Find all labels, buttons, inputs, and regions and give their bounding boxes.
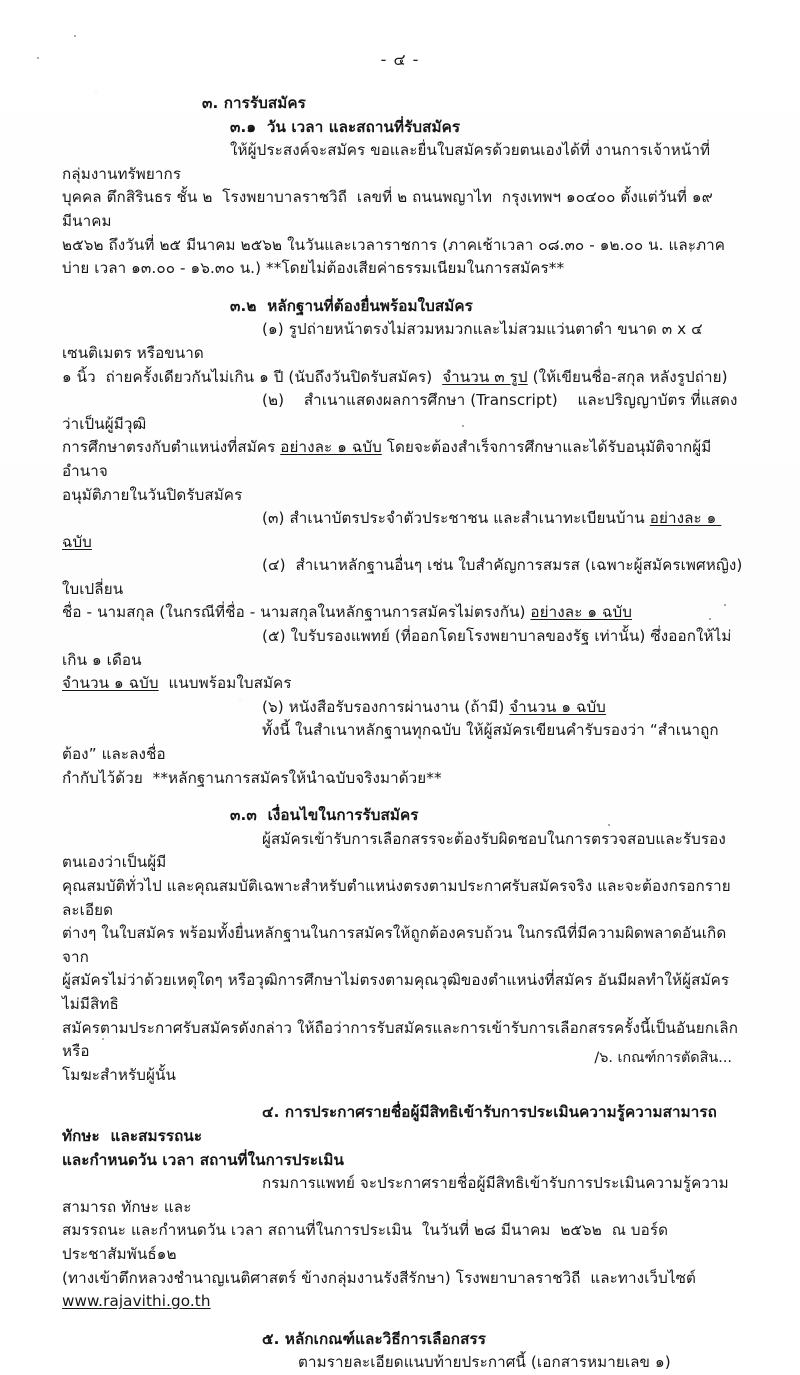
subsection-heading-section-3-3: ๓.๓ เงื่อนไขในการรับสมัคร (230, 806, 419, 825)
paragraph-line: กำกับไว้ด้วย **หลักฐานการสมัครให้นำฉบับจริงมาด้วย** (62, 768, 442, 787)
text-run: การศึกษาตรงกับตำแหน่งที่สมัคร (62, 438, 281, 457)
paragraph-line: ๒๕๖๒ ถึงวันที่ ๒๕ มีนาคม ๒๕๖๒ ในวันและเวลาราชการ (ภาคเช้าเวลา ๐๘.๓๐ - ๑๒.๐๐ น. และภาค (62, 235, 726, 254)
paragraph-line: ตามรายละเอียดแนบท้ายประกาศนี้ (เอกสารหมายเลข ๑) (298, 1353, 671, 1372)
paragraph-line (62, 601, 748, 625)
paragraph-line (62, 672, 748, 696)
paragraph-line: (๔) สำเนาหลักฐานอื่นๆ เช่น ใบสำคัญการสมรส (เฉพาะผู้สมัครเพศหญิง) ใบเปลี่ยน (62, 556, 753, 598)
section-heading-section-4: ๔. การประกาศรายชื่อผู้มีสิทธิเข้ารับการประเมินความรู้ความสามารถ ทักษะ และสมรรถนะ (62, 1103, 723, 1145)
paragraph-line (62, 507, 748, 554)
text-run: (ให้เขียนชื่อ-สกุล หลังรูปถ่าย) (527, 367, 728, 386)
section-heading-section-3: ๓. การรับสมัคร (202, 94, 306, 112)
paragraph-line: กรมการแพทย์ จะประกาศรายชื่อผู้มีสิทธิเข้ารับการประเมินความรู้ความสามารถ ทักษะ และ (62, 1174, 729, 1216)
paragraph-line: (๑) รูปถ่ายหน้าตรงไม่สวมหมวกและไม่สวมแว่นตาดำ ขนาด ๓ x ๔ เซนติเมตร หรือขนาด (62, 320, 708, 362)
paragraph-line: (๕) ใบรับรองแพทย์ (ที่ออกโดยโรงพยาบาลของรัฐ เท่านั้น) ซึ่งออกให้ไม่เกิน ๑ เดือน (62, 627, 732, 669)
paragraph-line: ผู้สมัครเข้ารับการเลือกสรรจะต้องรับผิดชอบในการตรวจสอบและรับรองตนเองว่าเป็นผู้มี (62, 829, 726, 872)
text-run: ๑ นิ้ว ถ่ายครั้งเดียวกันไม่เกิน ๑ ปี (นับถึงวันปิดรับสมัคร) (62, 367, 443, 386)
paragraph-line (62, 366, 748, 390)
paragraph-line: ทั้งนี้ ในสำเนาหลักฐานทุกฉบับ ให้ผู้สมัครเขียนคำรับรองว่า “สำเนาถูกต้อง” และลงชื่อ (62, 721, 719, 764)
subsection-heading-section-3-2: ๓.๒ หลักฐานที่ต้องยื่นพร้อมใบสมัคร (230, 296, 473, 315)
paragraph-line: โมฆะสำหรับผู้นั้น (62, 1065, 176, 1084)
section-heading-cont-section-4: และกำหนดวัน เวลา สถานที่ในการประเมิน (62, 1150, 344, 1169)
paragraph-line: ผู้สมัครไม่ว่าด้วยเหตุใดๆ หรือวุฒิการศึกษาไม่ตรงตามคุณวุฒิของตำแหน่งที่สมัคร อันมีผลทำให้ผู้สมัครไม่มีสิทธิ (62, 971, 730, 1013)
text-run: (๖) หนังสือรับรองการผ่านงาน (ถ้ามี) (262, 697, 510, 716)
underlined-text: จำนวน ๑ ฉบับ (509, 697, 606, 716)
footer-catchword: /๖. เกณฑ์การตัดสิน... (594, 1050, 732, 1066)
paragraph-line: สมัครตามประกาศรับสมัครดังกล่าว ให้ถือว่าการรับสมัครและการเข้ารับการเลือกสรรครั้งนี้เป็นอันยกเลิกหรือ (62, 1018, 738, 1061)
paragraph-line: คุณสมบัติทั่วไป และคุณสมบัติเฉพาะสำหรับตำแหน่งตรงตามประกาศรับสมัครจริง และจะต้องกรอกรายละเอียด (62, 877, 731, 919)
underlined-text: อย่างละ ๑ ฉบับ (280, 438, 382, 457)
text-run: (๓) สำเนาบัตรประจำตัวประชาชน และสำเนาทะเบียนบ้าน (262, 509, 650, 528)
text-run: ชื่อ - นามสกุล (ในกรณีที่ชื่อ - นามสกุลในหลักฐานการสมัครไม่ตรงกัน) (62, 603, 531, 622)
scan-speck (74, 35, 76, 37)
section-spacer (62, 1314, 748, 1328)
paragraph-line: (๒) สำเนาแสดงผลการศึกษา (Transcript) และปริญญาบัตร ที่แสดงว่าเป็นผู้มีวุฒิ (62, 391, 738, 433)
section-spacer (62, 1087, 748, 1101)
paragraph-line: บ่าย เวลา ๑๓.๐๐ - ๑๖.๓๐ น.) **โดยไม่ต้องเสียค่าธรรมเนียมในการสมัคร** (62, 259, 565, 278)
subsection-spacer (62, 790, 748, 804)
document-body (62, 92, 753, 1375)
subsection-spacer (62, 281, 748, 295)
underlined-text: อย่างละ ๑ ฉบับ (62, 509, 722, 551)
subsection-heading-section-3-1: ๓.๑ วัน เวลา และสถานที่รับสมัคร (230, 117, 461, 136)
section-heading-section-5: ๕. หลักเกณฑ์และวิธีการเลือกสรร (262, 1329, 486, 1348)
paragraph-line: ให้ผู้ประสงค์จะสมัคร ขอและยื่นใบสมัครด้วยตนเองได้ที่ งานการเจ้าหน้าที่ กลุ่มงานทรัพยากร (62, 141, 720, 183)
paragraph-line (62, 1290, 748, 1314)
paragraph-line (62, 696, 748, 720)
paragraph-line: สมรรถนะ และกำหนดวัน เวลา สถานที่ในการประเมิน ในวันที่ ๒๘ มีนาคม ๒๕๖๒ ณ บอร์ดประชาสัมพันธ์๑๒ (62, 1221, 669, 1263)
paragraph-line (62, 436, 748, 483)
text-run: โดยจะต้องสำเร็จการศึกษาและได้รับอนุมัติจากผู้มีอำนาจ (62, 438, 712, 480)
underlined-text: อย่างละ ๑ ฉบับ (530, 603, 632, 622)
page-number: - ๔ - (380, 50, 420, 69)
paragraph-line: บุคคล ตึกสิรินธร ชั้น ๒ โรงพยาบาลราชวิถี เลขที่ ๒ ถนนพญาไท กรุงเทพฯ ๑๐๔๐๐ ตั้งแต่วันที่ ๑๙ มีนาคม (62, 188, 718, 230)
underlined-text: จำนวน ๓ รูป (442, 367, 528, 386)
underlined-text: www.rajavithi.go.th (62, 1292, 211, 1311)
paragraph-line: ต่างๆ ในใบสมัคร พร้อมทั้งยื่นหลักฐานในการสมัครให้ถูกต้องครบถ้วน ในกรณีที่มีความผิดพลาดอันเกิดจาก (62, 924, 727, 966)
text-run: แนบพร้อมใบสมัคร (158, 674, 292, 693)
paragraph-line: อนุมัติภายในวันปิดรับสมัคร (62, 485, 243, 504)
underlined-text: จำนวน ๑ ฉบับ (62, 674, 159, 693)
paragraph-line: (ทางเข้าตึกหลวงชำนาญเนติศาสตร์ ข้างกลุ่มงานรังสีรักษา) โรงพยาบาลราชวิถี และทางเว็บไซต์ (62, 1268, 696, 1287)
